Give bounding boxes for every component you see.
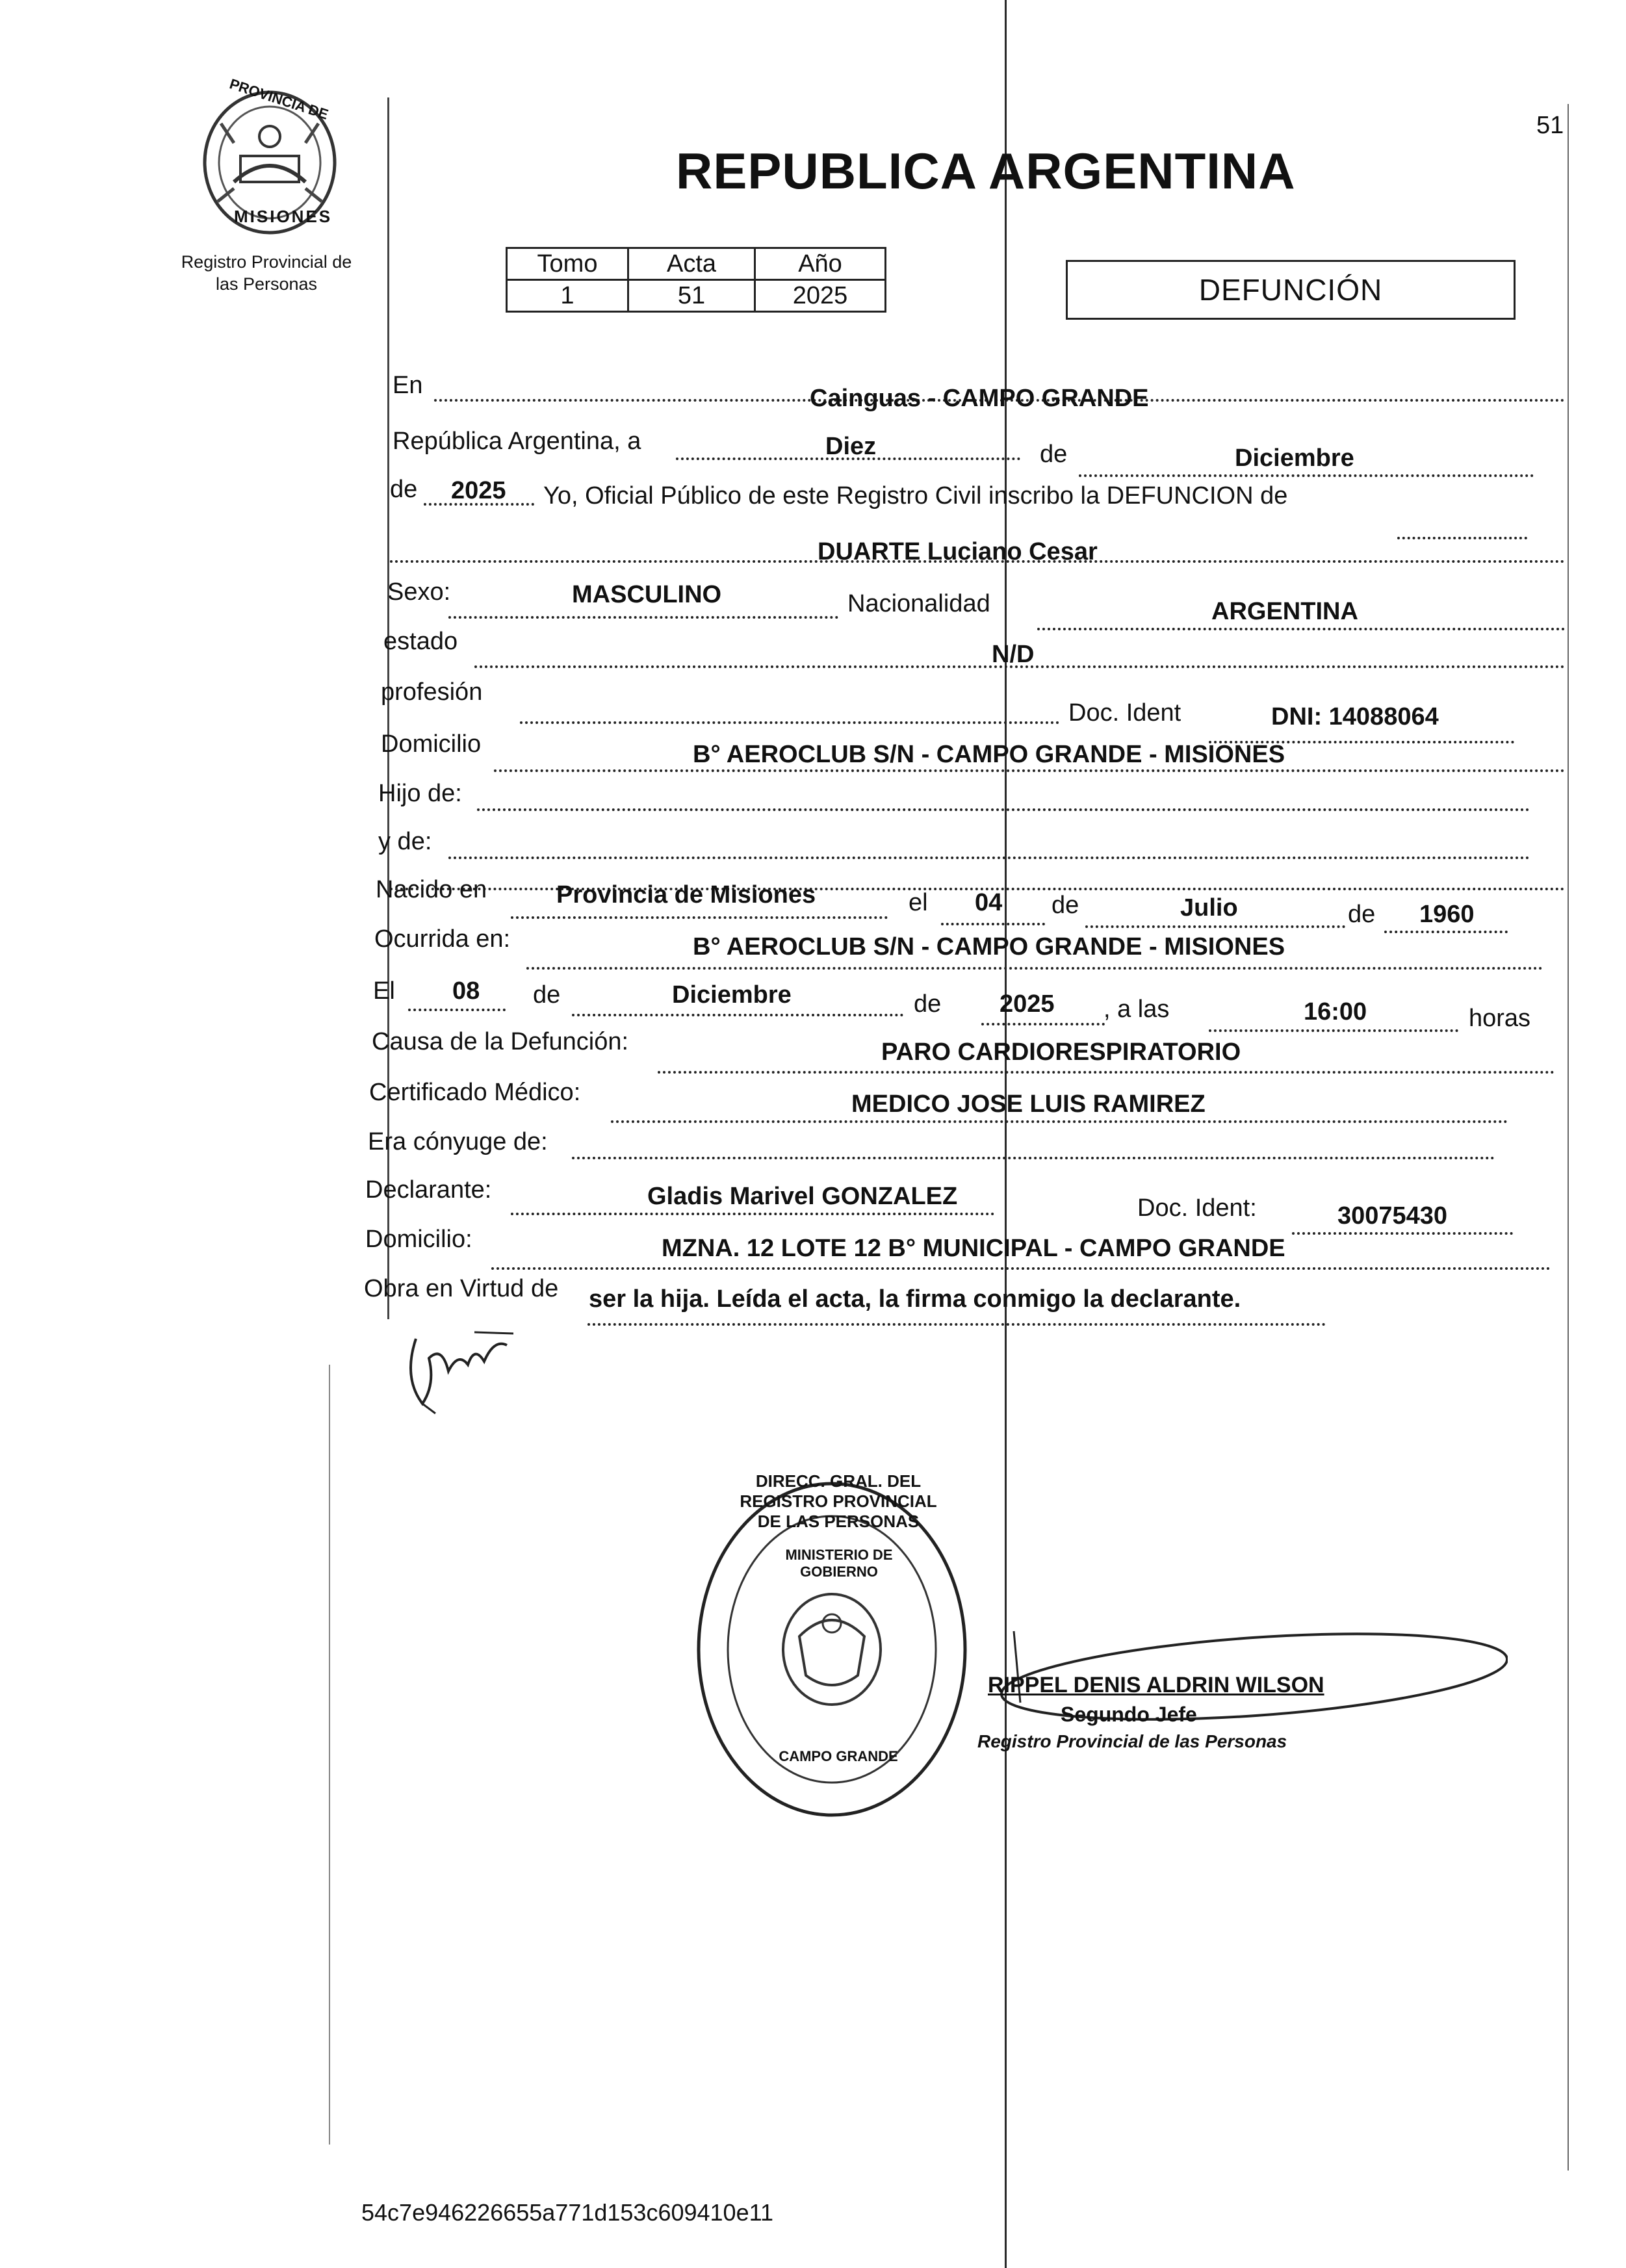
def-de2: de xyxy=(914,990,942,1018)
estado-value: N/D xyxy=(992,641,1035,668)
def-dia: 08 xyxy=(452,977,480,1005)
hijo-label: Hijo de: xyxy=(378,780,462,807)
right-margin-line xyxy=(1568,104,1569,2171)
def-mes-dots xyxy=(572,1014,903,1016)
hora-dots xyxy=(1209,1029,1458,1032)
doc-type-box xyxy=(1066,260,1516,320)
nacido-dots xyxy=(511,916,888,919)
ocurrida-value: B° AEROCLUB S/N - CAMPO GRANDE - MISIONES xyxy=(693,933,1285,960)
sexo-value: MASCULINO xyxy=(572,581,722,608)
tomo-header: Tomo xyxy=(507,248,628,280)
acta-header: Acta xyxy=(628,248,755,280)
nac-de1: de xyxy=(1052,892,1079,919)
nombre-value: DUARTE Luciano Cesar xyxy=(818,538,1098,565)
profesion-dots xyxy=(520,721,1059,724)
domicilio-dots xyxy=(494,769,1565,772)
tomo-value: 1 xyxy=(507,280,628,312)
doc-ident-label: Doc. Ident xyxy=(1068,699,1181,727)
certificado-label: Certificado Médico: xyxy=(369,1079,581,1106)
de2-label: de xyxy=(390,476,418,503)
yde-dots xyxy=(448,857,1530,859)
declarant-signature xyxy=(396,1326,526,1417)
ocurrida-label: Ocurrida en: xyxy=(374,925,511,953)
el-label: el xyxy=(909,889,928,916)
declarante-dots xyxy=(511,1213,994,1215)
nacionalidad-label: Nacionalidad xyxy=(847,590,990,617)
def-hora: 16:00 xyxy=(1304,998,1367,1025)
def-de1: de xyxy=(533,981,561,1009)
alas-label: , a las xyxy=(1103,996,1170,1023)
domicilio-label: Domicilio xyxy=(381,730,482,758)
anio-header: Año xyxy=(755,248,886,280)
nac-dia-dots xyxy=(941,923,1045,925)
yde-label: y de: xyxy=(378,828,432,855)
inscribo-text: Yo, Oficial Público de este Registro Civil inscribo la DEFUNCION de xyxy=(543,482,1288,509)
causa-dots xyxy=(658,1071,1555,1074)
stamp-ring-text: DIRECC. GRAL. DEL REGISTRO PROVINCIAL DE LAS PERSONAS xyxy=(740,1471,937,1531)
left-margin-line-lower xyxy=(329,1365,330,2145)
acta-value: 51 xyxy=(628,280,755,312)
acta-table xyxy=(506,247,886,313)
profesion-label: profesión xyxy=(381,678,483,706)
certificado-dots xyxy=(611,1120,1508,1123)
obra-value: ser la hija. Leída el acta, la firma conmigo la declarante. xyxy=(589,1285,1241,1313)
decl-doc-dots xyxy=(1292,1232,1513,1235)
nacionalidad-value: ARGENTINA xyxy=(1211,598,1358,625)
stamp-inner-text: MINISTERIO DE GOBIERNO xyxy=(785,1547,893,1580)
def-anio: 2025 xyxy=(1000,990,1055,1018)
nac-dia: 04 xyxy=(975,889,1003,916)
anio-value: 2025 xyxy=(755,280,886,312)
document-hash: 54c7e946226655a771d153c609410e11 xyxy=(361,2199,773,2226)
mes-value: Diciembre xyxy=(1235,445,1354,472)
en-label: En xyxy=(393,372,423,399)
decl-doc-label: Doc. Ident: xyxy=(1137,1194,1257,1222)
el2-label: El xyxy=(373,977,395,1005)
nac-de2: de xyxy=(1348,901,1376,928)
decl-doc-value: 30075430 xyxy=(1337,1202,1448,1230)
signer-name: RIPPEL DENIS ALDRIN WILSON xyxy=(988,1673,1324,1697)
nacido-label: Nacido en xyxy=(376,876,487,903)
en-value: Cainguas - CAMPO GRANDE xyxy=(810,385,1149,412)
signer-role: Segundo Jefe xyxy=(1061,1703,1197,1726)
anio-value-text: 2025 xyxy=(451,477,506,504)
def-anio-dots xyxy=(981,1023,1105,1025)
conyuge-label: Era cónyuge de: xyxy=(368,1128,548,1155)
declarante-value: Gladis Marivel GONZALEZ xyxy=(647,1183,958,1210)
conyuge-dots xyxy=(572,1157,1495,1159)
obra-dots xyxy=(587,1323,1326,1326)
def-dia-dots xyxy=(408,1009,506,1011)
causa-label: Causa de la Defunción: xyxy=(372,1028,629,1055)
doc-type: DEFUNCIÓN xyxy=(1198,273,1383,307)
obra-label: Obra en Virtud de xyxy=(364,1275,559,1302)
emblem-text-top: PROVINCIA DE xyxy=(227,75,331,123)
nacido-value: Provincia de Misiones xyxy=(556,881,816,908)
certificado-value: MEDICO JOSE LUIS RAMIREZ xyxy=(851,1090,1206,1118)
hijo-dots xyxy=(477,808,1530,811)
doc-ident-value: DNI: 14088064 xyxy=(1271,703,1439,730)
nacionalidad-dots xyxy=(1037,628,1565,630)
estado-label: estado xyxy=(383,628,458,655)
horas-label: horas xyxy=(1469,1005,1531,1032)
signer-org: Registro Provincial de las Personas xyxy=(977,1731,1287,1751)
declarante-label: Declarante: xyxy=(365,1176,492,1204)
registry-label-line2: las Personas xyxy=(215,274,318,294)
decl-domicilio-value: MZNA. 12 LOTE 12 B° MUNICIPAL - CAMPO GRANDE xyxy=(662,1235,1285,1262)
sexo-label: Sexo: xyxy=(387,578,451,606)
stamp-bottom-text: CAMPO GRANDE xyxy=(779,1748,898,1764)
page-number: 51 xyxy=(1536,112,1564,139)
decl-domicilio-label: Domicilio: xyxy=(365,1226,472,1253)
sexo-dots xyxy=(448,616,838,619)
nac-mes: Julio xyxy=(1180,894,1238,921)
republica-label: República Argentina, a xyxy=(393,428,641,455)
ocurrida-dots xyxy=(526,967,1543,970)
nac-anio: 1960 xyxy=(1419,901,1475,928)
inscribo-dots xyxy=(1397,537,1527,539)
domicilio-value: B° AEROCLUB S/N - CAMPO GRANDE - MISIONES xyxy=(693,741,1285,768)
page-title: REPUBLICA ARGENTINA xyxy=(676,142,1296,200)
mes-dots xyxy=(1079,474,1534,477)
nac-anio-dots xyxy=(1384,931,1508,933)
nac-mes-dots xyxy=(1085,925,1345,928)
decl-domicilio-dots xyxy=(491,1267,1551,1270)
de-label: de xyxy=(1040,441,1068,468)
emblem-text-bottom: MISIONES xyxy=(234,207,333,226)
dia-value: Diez xyxy=(825,433,877,460)
causa-value: PARO CARDIORESPIRATORIO xyxy=(881,1038,1241,1066)
fold-line xyxy=(1005,0,1007,2268)
registry-label-line1: Registro Provincial de xyxy=(181,252,352,272)
def-mes: Diciembre xyxy=(672,981,792,1009)
registry-label xyxy=(156,251,377,295)
